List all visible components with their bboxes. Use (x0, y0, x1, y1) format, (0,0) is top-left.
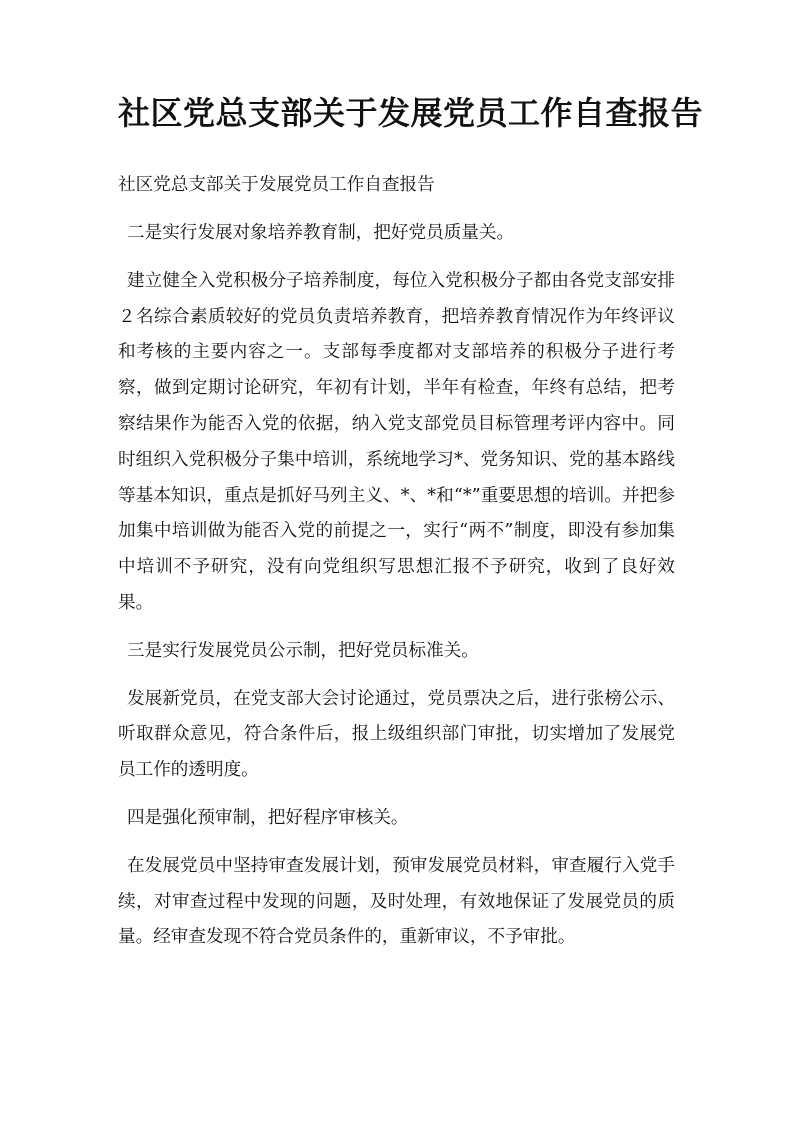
section-heading-3: 三是实行发展党员公示制，把好党员标准关。 (127, 640, 479, 661)
document-subtitle: 社区党总支部关于发展党员工作自查报告 (118, 175, 435, 195)
section-heading-2: 二是实行发展对象培养教育制，把好党员质量关。 (127, 223, 515, 243)
body-paragraph-1: 建立健全入党积极分子培养制度，每位入党积极分子都由各党支部安排２名综合素质较好的党员负责培养教育，把培养教育情况作为年终评议和考核的主要内容之一。支部每季度都对支部培养的积极分子进行考察，做到定期讨论研究，年初有计划，半年有检查，年终有总结，把考察结果作为能否入党的依据，纳入党支部党员目标管理考评内容中。同时组织入党积极分子集中培训，系统地学习*、党务知识、党的基本路线等基本知识，重点是抓好马列主义、*、*和“*”重要思想的培训。并把参加集中培训做为能否入党的前提之一，实行“两不”制度，即没有参加集中培训不予研究，没有向党组织写思想汇报不予研究，收到了良好效果。 (118, 270, 675, 613)
body-paragraph-2: 发展新党员，在党支部大会讨论通过，党员票决之后，进行张榜公示、听取群众意见，符合条件后，报上级组织部门审批，切实增加了发展党员工作的透明度。 (118, 688, 675, 781)
body-paragraph-3: 在发展党员中坚持审查发展计划，预审发展党员材料，审查履行入党手续，对审查过程中发现的问题，及时处理，有效地保证了发展党员的质量。经审查发现不符合党员条件的，重新审议，不予审批。 (118, 855, 675, 948)
section-heading-4: 四是强化预审制，把好程序审核关。 (127, 807, 409, 828)
document-page (118, 90, 704, 956)
document-title: 社区党总支部关于发展党员工作自查报告 (118, 94, 704, 132)
